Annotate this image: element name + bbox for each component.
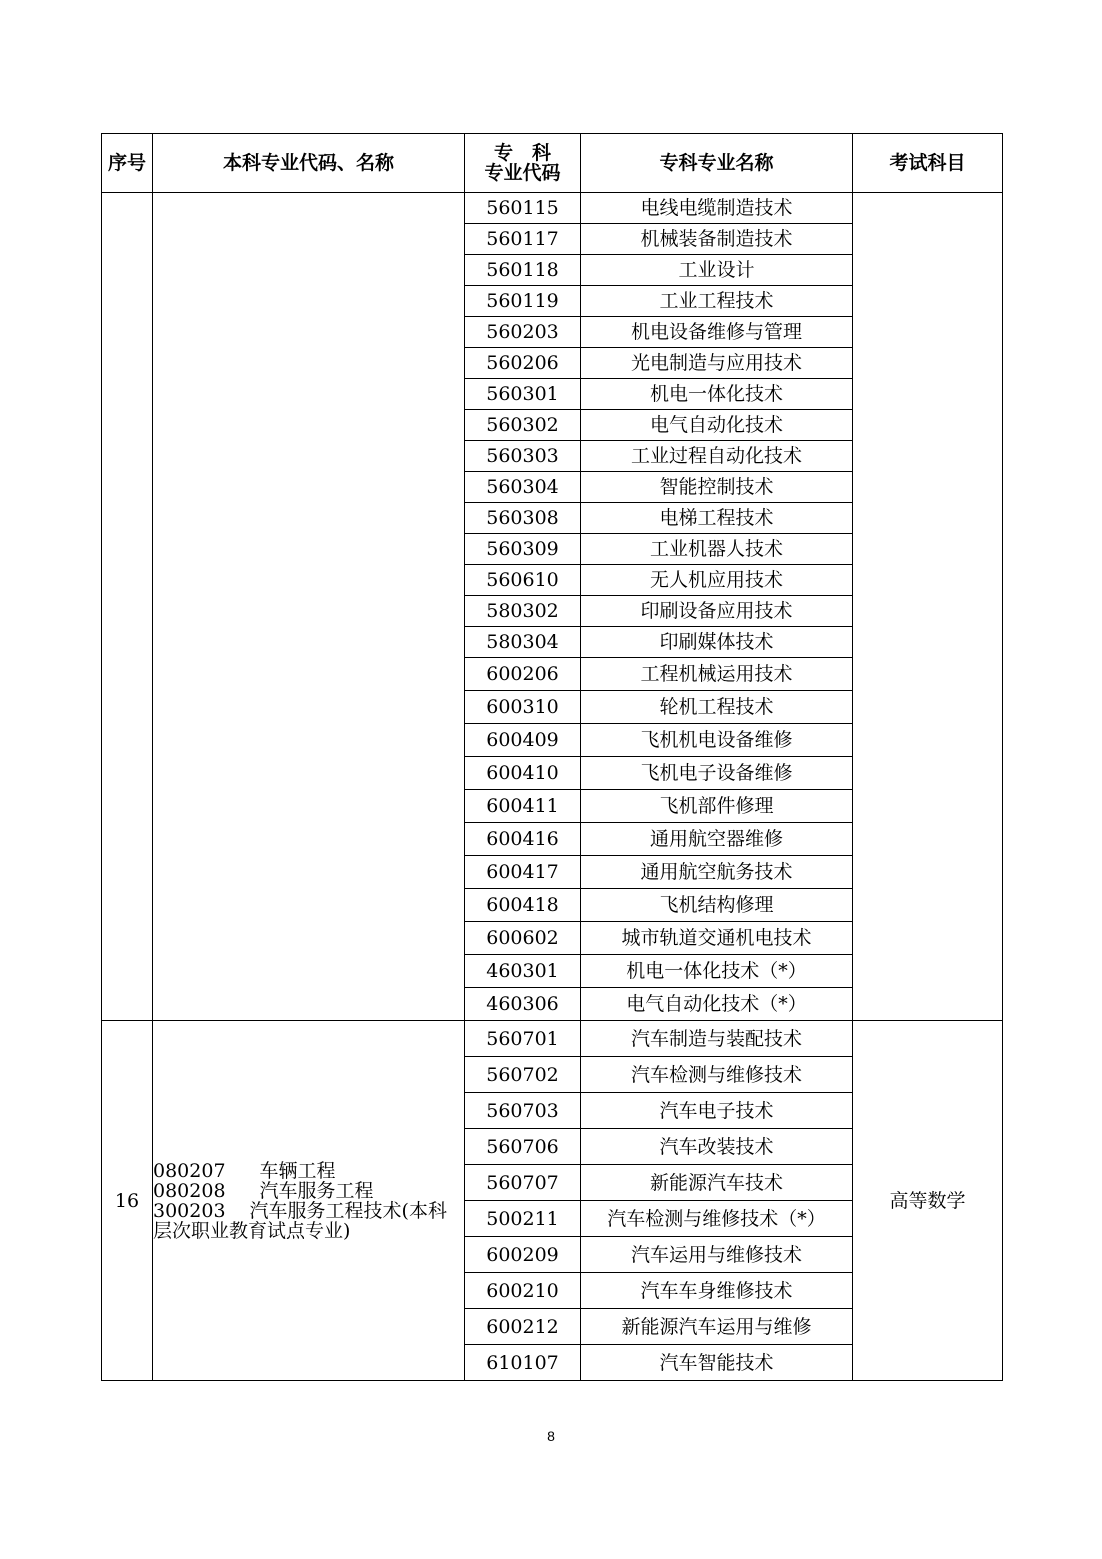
header-subject: 考试科目 [853, 134, 1003, 193]
specialty-name: 智能控制技术 [581, 472, 853, 503]
header-seq: 序号 [102, 134, 153, 193]
specialty-name: 印刷设备应用技术 [581, 596, 853, 627]
specialty-code: 600602 [465, 922, 581, 955]
undergrad-major [153, 1161, 464, 1181]
specialty-code: 600206 [465, 658, 581, 691]
specialty-code: 610107 [465, 1345, 581, 1381]
majors-table [101, 133, 1003, 1381]
specialty-name: 印刷媒体技术 [581, 627, 853, 658]
specialty-code: 560119 [465, 286, 581, 317]
specialty-name: 工业过程自动化技术 [581, 441, 853, 472]
group-b-seq: 16 [102, 1021, 153, 1381]
specialty-code: 600416 [465, 823, 581, 856]
undergrad-name: 汽车服务工程 [259, 1179, 374, 1202]
specialty-code: 500211 [465, 1201, 581, 1237]
specialty-code: 560302 [465, 410, 581, 441]
header-code [465, 134, 581, 193]
header-row [102, 134, 1003, 193]
specialty-name: 工业设计 [581, 255, 853, 286]
specialty-name: 通用航空航务技术 [581, 856, 853, 889]
specialty-name: 电气自动化技术 [581, 410, 853, 441]
specialty-name: 汽车电子技术 [581, 1093, 853, 1129]
specialty-name: 汽车车身维修技术 [581, 1273, 853, 1309]
specialty-name: 飞机机电设备维修 [581, 724, 853, 757]
specialty-name: 光电制造与应用技术 [581, 348, 853, 379]
specialty-code: 560701 [465, 1021, 581, 1057]
specialty-code: 600212 [465, 1309, 581, 1345]
specialty-name: 工程机械运用技术 [581, 658, 853, 691]
specialty-code: 560308 [465, 503, 581, 534]
header-code-line2: 专业代码 [484, 162, 561, 184]
undergrad-code: 080207 [153, 1159, 226, 1182]
group-a-undergrad-cell [153, 193, 465, 1021]
specialty-name: 汽车智能技术 [581, 1345, 853, 1381]
table-row [102, 1021, 1003, 1057]
specialty-code: 600411 [465, 790, 581, 823]
specialty-code: 560301 [465, 379, 581, 410]
specialty-code: 560206 [465, 348, 581, 379]
specialty-name: 电气自动化技术（*） [581, 988, 853, 1021]
specialty-name: 电梯工程技术 [581, 503, 853, 534]
specialty-name: 通用航空器维修 [581, 823, 853, 856]
undergrad-name: 汽车服务工程技术(本科层次职业教育试点专业) [153, 1199, 447, 1242]
specialty-name: 新能源汽车技术 [581, 1165, 853, 1201]
page-number: 8 [547, 1428, 555, 1444]
specialty-code: 560610 [465, 565, 581, 596]
specialty-code: 600209 [465, 1237, 581, 1273]
specialty-name: 汽车运用与维修技术 [581, 1237, 853, 1273]
group-b-subject: 高等数学 [853, 1021, 1003, 1381]
specialty-name: 飞机结构修理 [581, 889, 853, 922]
specialty-name: 机电设备维修与管理 [581, 317, 853, 348]
undergrad-name: 车辆工程 [259, 1159, 336, 1182]
undergrad-major [153, 1181, 464, 1201]
group-b-undergrad [153, 1021, 465, 1381]
table-row [102, 193, 1003, 224]
specialty-code: 560117 [465, 224, 581, 255]
specialty-code: 560304 [465, 472, 581, 503]
specialty-code: 600418 [465, 889, 581, 922]
group-b-body [102, 1021, 1003, 1381]
specialty-code: 580304 [465, 627, 581, 658]
specialty-name: 机电一体化技术（*） [581, 955, 853, 988]
specialty-name: 无人机应用技术 [581, 565, 853, 596]
specialty-code: 600409 [465, 724, 581, 757]
specialty-name: 飞机部件修理 [581, 790, 853, 823]
specialty-code: 560118 [465, 255, 581, 286]
specialty-code: 600410 [465, 757, 581, 790]
specialty-code: 460301 [465, 955, 581, 988]
specialty-code: 560203 [465, 317, 581, 348]
specialty-name: 汽车检测与维修技术（*） [581, 1201, 853, 1237]
specialty-code: 560702 [465, 1057, 581, 1093]
specialty-name: 轮机工程技术 [581, 691, 853, 724]
specialty-name: 汽车检测与维修技术 [581, 1057, 853, 1093]
specialty-name: 工业机器人技术 [581, 534, 853, 565]
specialty-code: 560303 [465, 441, 581, 472]
specialty-name: 新能源汽车运用与维修 [581, 1309, 853, 1345]
undergrad-code: 300203 [153, 1199, 226, 1222]
specialty-code: 600310 [465, 691, 581, 724]
specialty-code: 580302 [465, 596, 581, 627]
specialty-code: 560707 [465, 1165, 581, 1201]
specialty-code: 560703 [465, 1093, 581, 1129]
specialty-code: 460306 [465, 988, 581, 1021]
specialty-name: 机电一体化技术 [581, 379, 853, 410]
specialty-code: 560115 [465, 193, 581, 224]
specialty-name: 飞机电子设备维修 [581, 757, 853, 790]
specialty-name: 电线电缆制造技术 [581, 193, 853, 224]
header-undergrad: 本科专业代码、名称 [153, 134, 465, 193]
header-code-line1: 专 科 [493, 142, 551, 164]
specialty-name: 工业工程技术 [581, 286, 853, 317]
specialty-name: 城市轨道交通机电技术 [581, 922, 853, 955]
specialty-name: 汽车制造与装配技术 [581, 1021, 853, 1057]
group-a-subject-cell [853, 193, 1003, 1021]
header-name: 专科专业名称 [581, 134, 853, 193]
group-a-body [102, 193, 1003, 1021]
specialty-name: 汽车改装技术 [581, 1129, 853, 1165]
specialty-code: 600417 [465, 856, 581, 889]
specialty-code: 600210 [465, 1273, 581, 1309]
specialty-code: 560706 [465, 1129, 581, 1165]
specialty-name: 机械装备制造技术 [581, 224, 853, 255]
undergrad-code: 080208 [153, 1179, 226, 1202]
group-a-seq-cell [102, 193, 153, 1021]
undergrad-major [153, 1201, 464, 1241]
specialty-code: 560309 [465, 534, 581, 565]
